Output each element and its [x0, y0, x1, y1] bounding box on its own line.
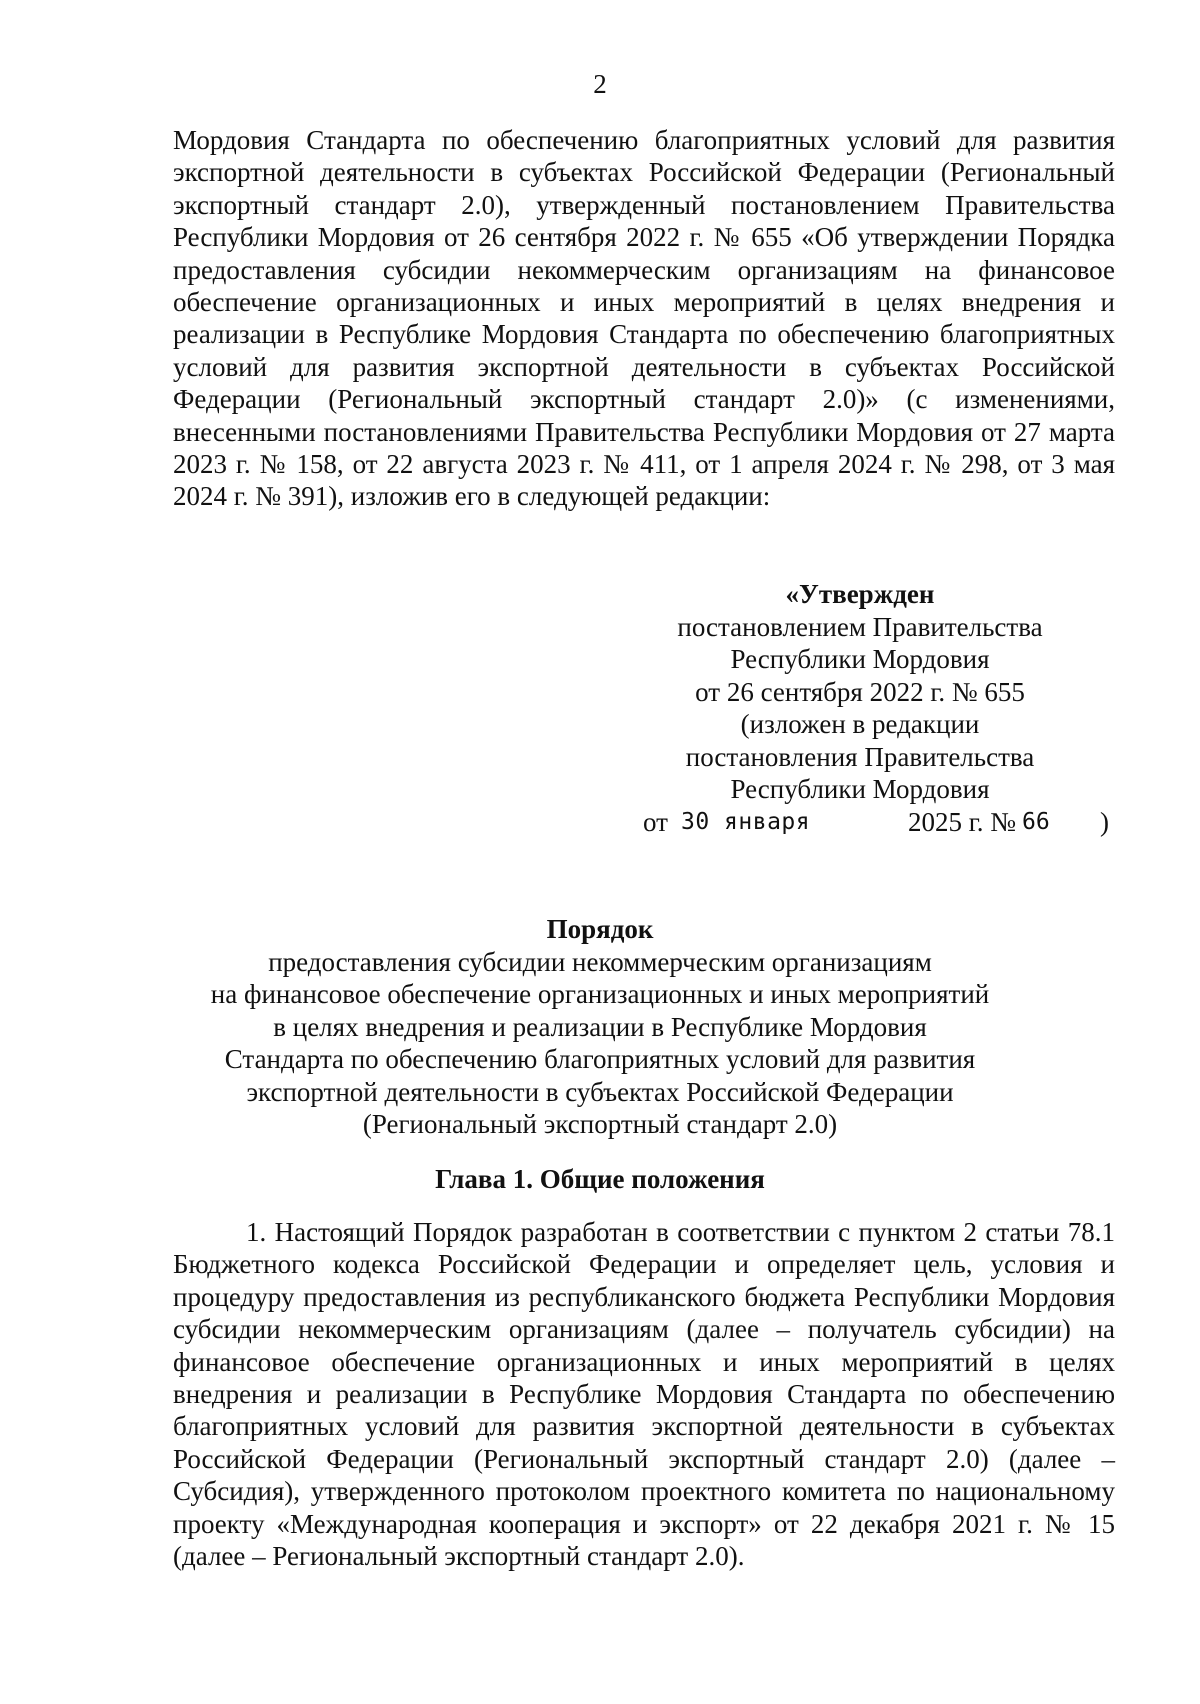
document-subtitle-line: (Региональный экспортный стандарт 2.0) [362, 1109, 838, 1139]
approval-line: Республики Мордовия [730, 774, 990, 804]
document-title: Порядок [546, 914, 654, 944]
approval-stamp-block [640, 578, 1109, 839]
approval-date-close: ) [1100, 806, 1109, 837]
approval-line: (изложен в редакции [740, 709, 980, 739]
document-subtitle-line: предоставления субсидии некоммерческим организациям [268, 946, 932, 977]
approval-line: от 26 сентября 2022 г. № 655 [695, 676, 1025, 707]
approval-line: постановлением Правительства [677, 611, 1043, 642]
paragraph-1: 1. Настоящий Порядок разработан в соответствии с пунктом 2 статьи 78.1 Бюджетного кодекса Российской Федерации и определяет цель, условия и процедуру предоставления из республиканского бюджета Республики Мордовия субсидии некоммерческим организациям (далее – получатель субсидии) на финансовое обеспечение организационных и иных мероприятий в целях внедрения и реализации в Республике Мордовия Стандарта по обеспечению благоприятных условий для развития экспортной деятельности в субъектах Российской Федерации (Региональный экспортный стандарт 2.0) (далее – Субсидия), утвержденного протоколом проектного комитета по национальному проекту «Международная кооперация и экспорт» от 22 декабря 2021 г. № 15 (далее – Региональный экспортный стандарт 2.0). [173, 1217, 1115, 1572]
document-subtitle-line: на финансовое обеспечение организационных и иных мероприятий [210, 979, 990, 1009]
approval-date-prefix: от [643, 806, 668, 837]
document-subtitle-line: Стандарта по обеспечению благоприятных условий для развития [224, 1044, 976, 1074]
paragraph-1-block [173, 1216, 1115, 1572]
intro-paragraph: Мордовия Стандарта по обеспечению благоприятных условий для развития экспортной деятельности в субъектах Российской Федерации (Региональный экспортный стандарт 2.0), утвержденный постановлением Правительства Республики Мордовия от 26 сентября 2022 г. № 655 «Об утверждении Порядка предоставления субсидии некоммерческим организациям на финансовое обеспечение организационных и иных мероприятий в целях внедрения и реализации в Республике Мордовия Стандарта по обеспечению благоприятных условий для развития экспортной деятельности в субъектах Российской Федерации (Региональный экспортный стандарт 2.0)» (с изменениями, внесенными постановлениями Правительства Республики Мордовия от 27 марта 2023 г. № 158, от 22 августа 2023 г. № 411, от 1 апреля 2024 г. № 298, от 3 мая 2024 г. № 391), изложив его в следующей редакции: [173, 125, 1115, 512]
approval-date-line [640, 806, 1109, 839]
page-number: 2 [593, 69, 607, 99]
document-subtitle-line: экспортной деятельности в субъектах Российской Федерации [246, 1076, 954, 1107]
intro-paragraph-block [173, 124, 1115, 513]
document-title-block [0, 913, 1200, 1141]
chapter-heading: Глава 1. Общие положения [435, 1164, 765, 1194]
document-subtitle-line: в целях внедрения и реализации в Республике Мордовия [273, 1011, 927, 1042]
approval-date-number: 66 [1022, 808, 1050, 835]
approval-line: постановления Правительства [685, 741, 1035, 772]
approval-heading: «Утвержден [785, 579, 935, 609]
approval-date-year: 2025 г. № [908, 806, 1017, 837]
approval-line: Республики Мордовия [730, 644, 990, 674]
approval-date-day: 30 января [681, 808, 811, 835]
